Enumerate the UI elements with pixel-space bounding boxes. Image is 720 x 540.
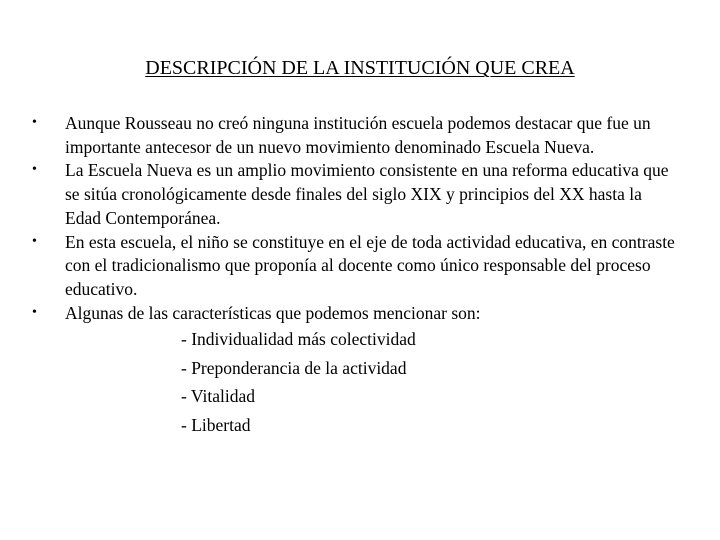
bullet-dot-icon: • (32, 162, 37, 178)
slide-title: DESCRIPCIÓN DE LA INSTITUCIÓN QUE CREA (145, 57, 575, 79)
bullet-item (30, 159, 680, 230)
bullet-dot-icon: • (32, 115, 37, 130)
bullet-text: La Escuela Nueva es un amplio movimiento consistente en una reforma educativa que se sitúa cronológicamente desde finales del siglo XIX y principios del XX hasta la Edad Contemporánea. (65, 160, 669, 228)
characteristic-item: - Individualidad más colectividad (181, 329, 416, 350)
bullet-dot-icon: • (32, 233, 37, 249)
characteristic-item: - Libertad (181, 414, 251, 435)
bullet-dot-icon: • (32, 304, 37, 320)
characteristics-list (65, 325, 680, 439)
bullet-text: En esta escuela, el niño se constituye en el eje de toda actividad educativa, en contraste con el tradicionalismo que proponía al docente como único responsable del proceso educativo. (65, 231, 675, 299)
characteristic-item: - Preponderancia de la actividad (181, 357, 407, 378)
bullet-text: Algunas de las características que podemos mencionar son: (65, 302, 481, 323)
characteristic-item: - Vitalidad (181, 386, 255, 407)
bullet-item (30, 302, 680, 440)
bullet-item (30, 112, 680, 159)
bullet-text: Aunque Rousseau no creó ninguna institución escuela podemos destacar que fue un importante antecesor de un nuevo movimiento denominado Escuela Nueva. (65, 113, 651, 157)
bullet-list (30, 112, 680, 439)
bullet-item (30, 231, 680, 302)
